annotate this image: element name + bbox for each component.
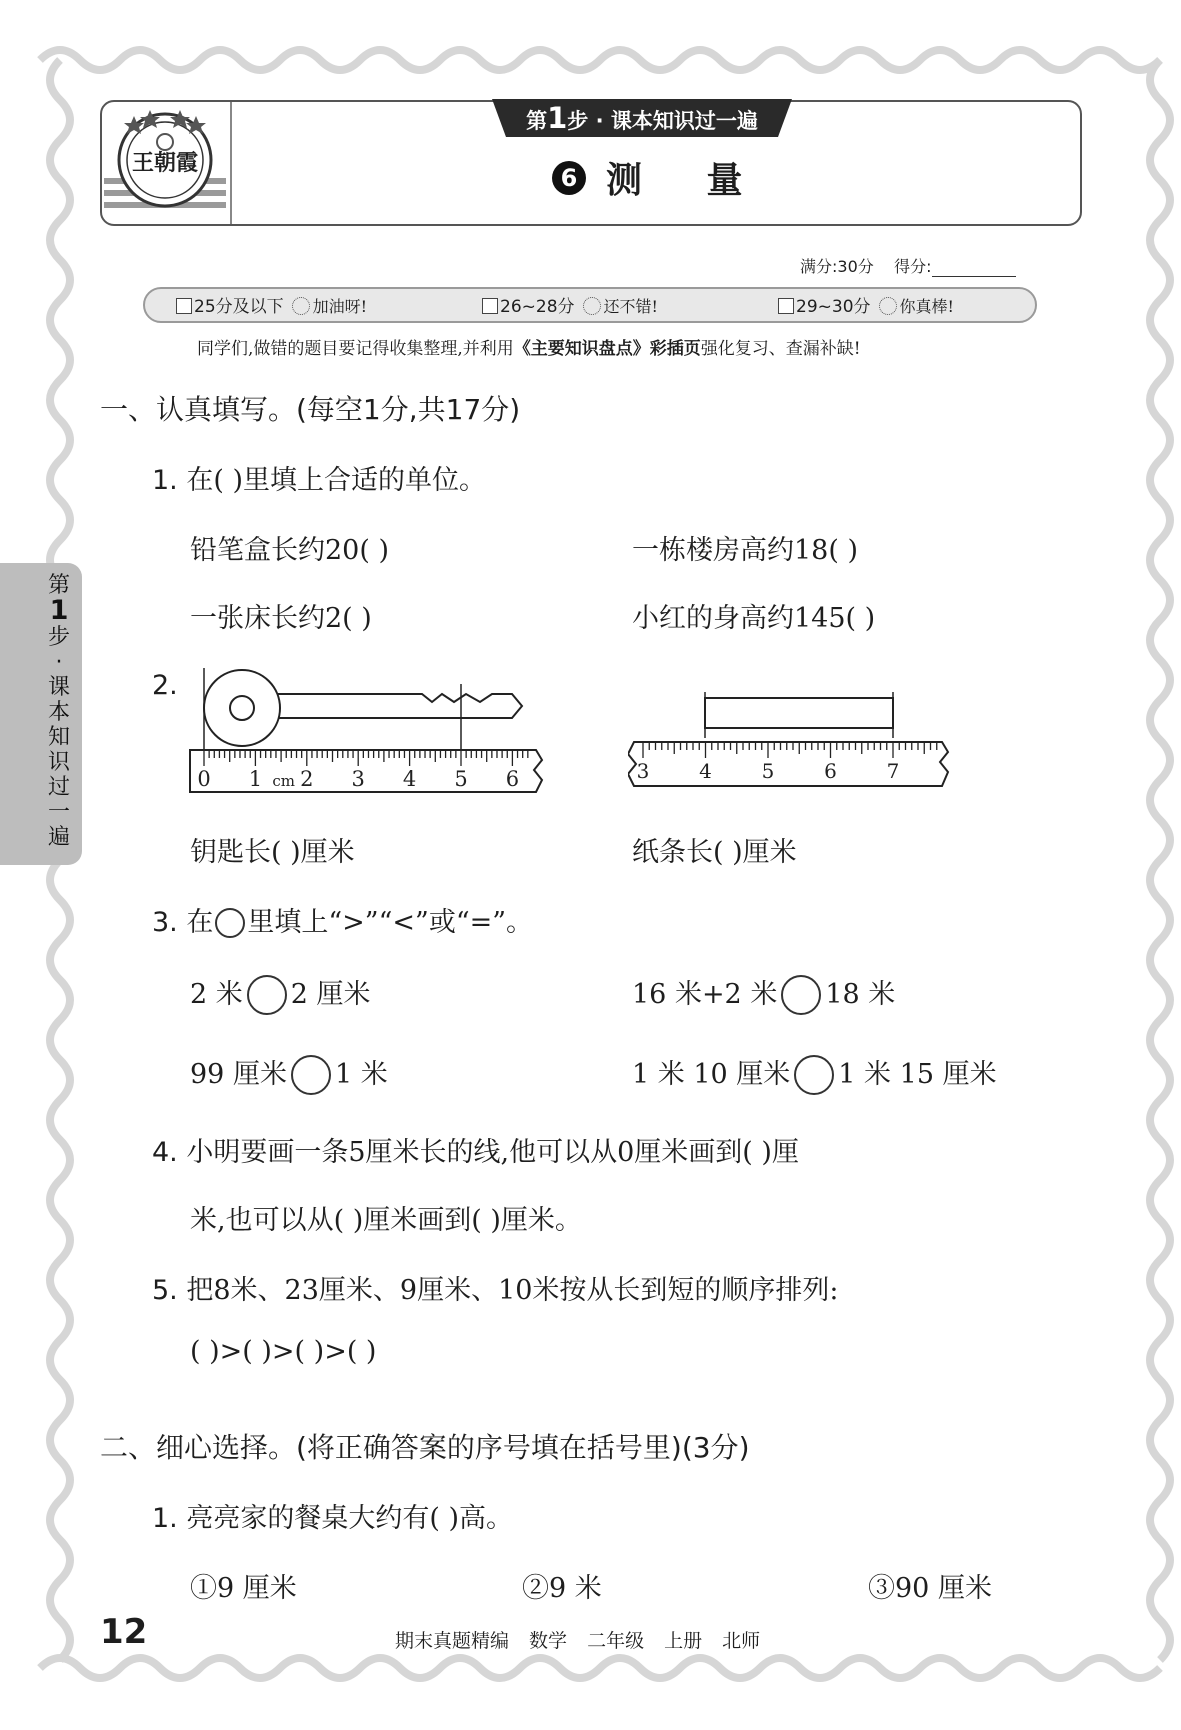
- book-info: 期末真题精编 数学 二年级 上册 北师: [395, 1630, 761, 1652]
- unit-title: 测 量: [606, 160, 769, 201]
- checkbox[interactable]: [778, 298, 794, 314]
- checkbox[interactable]: [482, 298, 498, 314]
- score-line: [800, 254, 1016, 277]
- ruler-label: 7: [886, 759, 900, 783]
- ruler-label: 3: [636, 759, 650, 783]
- option-1: ①9 厘米: [190, 1573, 297, 1604]
- full-score: 满分:30分: [800, 257, 874, 276]
- fill-item[interactable]: 小红的身高约145( ): [632, 603, 876, 634]
- rating-item: 25分及以下 加油呀!: [176, 292, 367, 317]
- question-4-cont[interactable]: 米,也可以从( )厘米画到( )厘米。: [190, 1205, 582, 1236]
- ruler-label: 5: [454, 767, 468, 791]
- paper-strip: [705, 698, 893, 728]
- got-score-label: 得分:: [894, 257, 932, 276]
- option-3: ③90 厘米: [868, 1573, 992, 1604]
- ordering-answer[interactable]: ( )>( )>( )>( ): [190, 1336, 377, 1367]
- fill-item[interactable]: 一张床长约2( ): [190, 603, 372, 634]
- rating-item: 26~28分 还不错!: [482, 292, 658, 317]
- question-1: 1. 在( )里填上合适的单位。: [152, 465, 487, 496]
- face-icon: [583, 297, 601, 315]
- key-ruler-figure: [186, 664, 546, 806]
- key-length-answer[interactable]: 钥匙长( )厘米: [190, 837, 355, 868]
- logo-text: 王朝霞: [131, 150, 199, 176]
- question-2-number: 2.: [152, 670, 178, 701]
- unit-number: 6: [552, 161, 586, 195]
- ruler-label: 4: [699, 759, 712, 783]
- circle-icon: [215, 908, 245, 938]
- ruler-label: 5: [761, 759, 775, 783]
- section1-heading: 一、认真填写。(每空1分,共17分): [100, 393, 521, 426]
- compare-item: 2 米 2 厘米: [190, 972, 371, 1015]
- ruler-label: 1: [248, 767, 263, 791]
- question-4[interactable]: 4. 小明要画一条5厘米长的线,他可以从0厘米画到( )厘: [152, 1137, 799, 1168]
- face-icon: [879, 297, 897, 315]
- fill-item[interactable]: 一栋楼房高约18( ): [632, 535, 859, 566]
- ruler-label: 6: [824, 759, 837, 783]
- step-label: 第1步 · 课本知识过一遍: [526, 101, 758, 135]
- header-divider: [230, 102, 232, 224]
- choice-question-1[interactable]: 1. 亮亮家的餐桌大约有( )高。: [152, 1503, 514, 1534]
- option-2: ②9 米: [522, 1573, 602, 1604]
- compare-circle[interactable]: [247, 975, 287, 1015]
- key-icon: [204, 670, 522, 746]
- strip-length-answer[interactable]: 纸条长( )厘米: [632, 837, 797, 868]
- side-tab-text: 第 1 步 · 课 本 知 识 过 一 遍: [48, 573, 71, 850]
- compare-circle[interactable]: [794, 1055, 834, 1095]
- page-number: 12: [100, 1612, 148, 1652]
- ruler-unit: cm: [272, 772, 295, 790]
- compare-circle[interactable]: [291, 1055, 331, 1095]
- section2-heading: 二、细心选择。(将正确答案的序号填在括号里)(3分): [100, 1431, 750, 1464]
- logo: [104, 106, 226, 218]
- fill-item[interactable]: 铅笔盒长约20( ): [190, 535, 390, 566]
- notice-text: 同学们,做错的题目要记得收集整理,并利用《主要知识盘点》彩插页强化复习、查漏补缺!: [197, 339, 861, 359]
- compare-item: 99 厘米 1 米: [190, 1052, 388, 1095]
- score-blank[interactable]: [932, 262, 1016, 277]
- checkbox[interactable]: [176, 298, 192, 314]
- question-3: 3. 在 里填上“>”“<”或“=”。: [152, 907, 534, 938]
- ruler-label: 6: [505, 767, 520, 791]
- question-5: 5. 把8米、23厘米、9厘米、10米按从长到短的顺序排列:: [152, 1275, 839, 1306]
- compare-circle[interactable]: [781, 975, 821, 1015]
- compare-item: 16 米+2 米 18 米: [632, 972, 895, 1015]
- strip-ruler-figure: [628, 692, 954, 806]
- rating-item: 29~30分 你真棒!: [778, 292, 954, 317]
- ruler-label: 3: [351, 767, 365, 791]
- side-tab-suffix: 步 · 课 本 知 识 过 一 遍: [48, 625, 71, 850]
- compare-item: 1 米 10 厘米 1 米 15 厘米: [632, 1052, 997, 1095]
- face-icon: [292, 297, 310, 315]
- ruler-label: 2: [300, 767, 314, 791]
- ruler-label: 4: [402, 767, 417, 791]
- ruler-label: 0: [197, 767, 211, 791]
